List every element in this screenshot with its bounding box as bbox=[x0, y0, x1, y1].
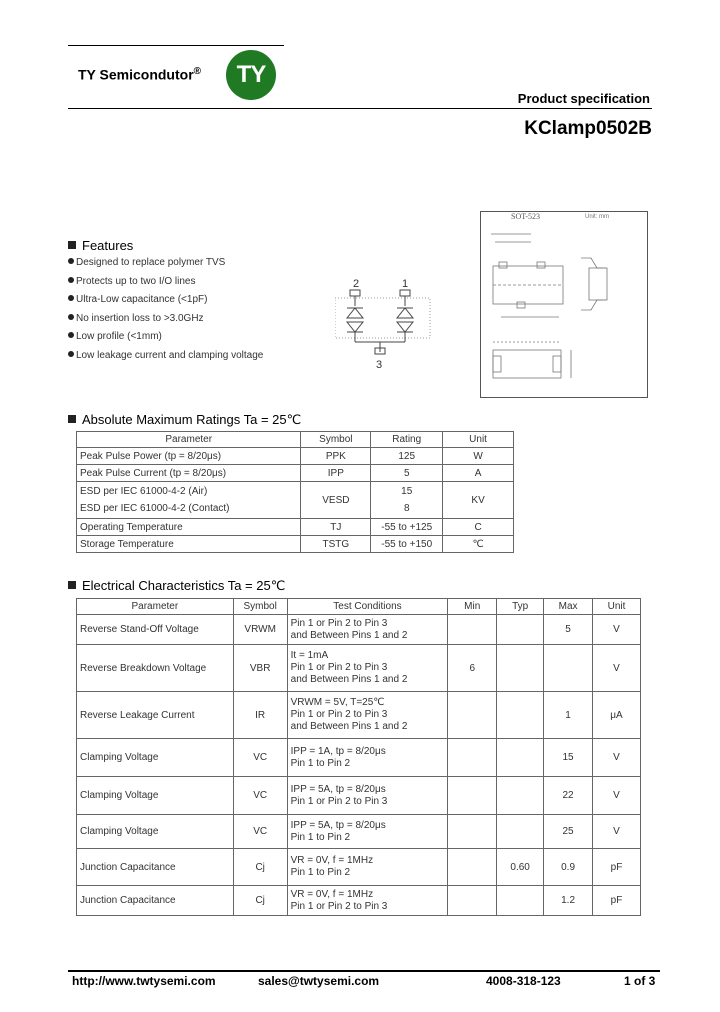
param-cell: Reverse Stand-Off Voltage bbox=[77, 615, 234, 645]
symbol-cell: TSTG bbox=[301, 536, 371, 553]
abs-max-title: Absolute Maximum Ratings Ta = 25℃ bbox=[68, 412, 301, 428]
company-name: TY Semicondutor® bbox=[78, 66, 202, 83]
min-cell bbox=[448, 849, 497, 886]
symbol-cell: VC bbox=[233, 815, 287, 849]
typ-cell bbox=[497, 645, 544, 692]
max-cell: 22 bbox=[544, 777, 593, 815]
table-row bbox=[77, 519, 514, 536]
symbol-cell: IR bbox=[233, 692, 287, 739]
circuit-diagram bbox=[335, 276, 445, 372]
bullet-dot-icon bbox=[68, 314, 74, 320]
rating-cell: 15 8 bbox=[371, 482, 443, 519]
symbol-cell: VC bbox=[233, 739, 287, 777]
pin-1-label: 1 bbox=[402, 278, 409, 290]
rating-cell: -55 to +150 bbox=[371, 536, 443, 553]
min-cell bbox=[448, 777, 497, 815]
bullet-dot-icon bbox=[68, 277, 74, 283]
cond-cell: VRWM = 5V, T=25℃ Pin 1 or Pin 2 to Pin 3 and Between Pins 1 and 2 bbox=[287, 692, 448, 739]
package-drawing bbox=[480, 211, 648, 398]
symbol-cell: Cj bbox=[233, 849, 287, 886]
doc-type: Product specification bbox=[517, 91, 650, 106]
unit-cell: KV bbox=[443, 482, 514, 519]
header-top-rule bbox=[68, 45, 284, 46]
header-cell: Rating bbox=[371, 432, 443, 448]
unit-cell: ℃ bbox=[443, 536, 514, 553]
bullet-square-icon bbox=[68, 581, 76, 589]
cond-cell: It = 1mA Pin 1 or Pin 2 to Pin 3 and Between Pins 1 and 2 bbox=[287, 645, 448, 692]
table-row bbox=[77, 739, 641, 777]
table-row bbox=[77, 886, 641, 916]
typ-cell bbox=[497, 739, 544, 777]
symbol-cell: VRWM bbox=[233, 615, 287, 645]
header-cell: Parameter bbox=[77, 599, 234, 615]
table-row bbox=[77, 465, 514, 482]
footer-rule bbox=[68, 970, 660, 972]
header-cell: Parameter bbox=[77, 432, 301, 448]
symbol-cell: Cj bbox=[233, 886, 287, 916]
param-cell: Clamping Voltage bbox=[77, 777, 234, 815]
param-cell: Clamping Voltage bbox=[77, 739, 234, 777]
table-row bbox=[77, 692, 641, 739]
cond-cell: Pin 1 or Pin 2 to Pin 3 and Between Pins 1 and 2 bbox=[287, 615, 448, 645]
cond-cell: IPP = 5A, tp = 8/20μs Pin 1 to Pin 2 bbox=[287, 815, 448, 849]
footer-url[interactable]: http://www.twtysemi.com bbox=[72, 974, 216, 988]
param-cell: Clamping Voltage bbox=[77, 815, 234, 849]
rating-cell: -55 to +125 bbox=[371, 519, 443, 536]
feature-item: Protects up to two I/O lines bbox=[68, 275, 263, 294]
feature-item: No insertion loss to >3.0GHz bbox=[68, 312, 263, 331]
min-cell bbox=[448, 886, 497, 916]
cond-cell: IPP = 1A, tp = 8/20μs Pin 1 to Pin 2 bbox=[287, 739, 448, 777]
unit-cell: V bbox=[593, 615, 641, 645]
bullet-dot-icon bbox=[68, 295, 74, 301]
header-cell: Min bbox=[448, 599, 497, 615]
table-row bbox=[77, 615, 641, 645]
max-cell bbox=[544, 645, 593, 692]
max-cell: 15 bbox=[544, 739, 593, 777]
unit-cell: V bbox=[593, 777, 641, 815]
rating-cell: 125 bbox=[371, 448, 443, 465]
elec-table bbox=[76, 598, 641, 916]
feature-item: Low profile (<1mm) bbox=[68, 330, 263, 349]
param-cell: Junction Capacitance bbox=[77, 849, 234, 886]
symbol-cell: VC bbox=[233, 777, 287, 815]
table-row bbox=[77, 815, 641, 849]
header-cell: Symbol bbox=[233, 599, 287, 615]
typ-cell bbox=[497, 815, 544, 849]
header-cell: Symbol bbox=[301, 432, 371, 448]
max-cell: 25 bbox=[544, 815, 593, 849]
header-cell: Test Conditions bbox=[287, 599, 448, 615]
max-cell: 0.9 bbox=[544, 849, 593, 886]
typ-cell bbox=[497, 886, 544, 916]
typ-cell bbox=[497, 615, 544, 645]
param-cell: Reverse Leakage Current bbox=[77, 692, 234, 739]
unit-cell: C bbox=[443, 519, 514, 536]
table-row bbox=[77, 482, 514, 519]
unit-cell: pF bbox=[593, 849, 641, 886]
symbol-cell: TJ bbox=[301, 519, 371, 536]
header-rule bbox=[68, 108, 652, 109]
table-header-row bbox=[77, 599, 641, 615]
max-cell: 1.2 bbox=[544, 886, 593, 916]
cond-cell: VR = 0V, f = 1MHz Pin 1 or Pin 2 to Pin 3 bbox=[287, 886, 448, 916]
param-cell: Reverse Breakdown Voltage bbox=[77, 645, 234, 692]
unit-cell: μA bbox=[593, 692, 641, 739]
tvs-diode-icon bbox=[397, 308, 413, 332]
typ-cell: 0.60 bbox=[497, 849, 544, 886]
min-cell bbox=[448, 692, 497, 739]
pin-3-label: 3 bbox=[376, 359, 383, 371]
features-title: Features bbox=[68, 238, 133, 253]
footer-email[interactable]: sales@twtysemi.com bbox=[258, 974, 380, 988]
tvs-diode-icon bbox=[347, 308, 363, 332]
unit-cell: A bbox=[443, 465, 514, 482]
pin-2-label: 2 bbox=[353, 278, 360, 290]
bullet-square-icon bbox=[68, 415, 76, 423]
abs-max-table bbox=[76, 431, 514, 553]
bullet-dot-icon bbox=[68, 332, 74, 338]
symbol-cell: VESD bbox=[301, 482, 371, 519]
param-cell: Junction Capacitance bbox=[77, 886, 234, 916]
package-outline-drawing bbox=[481, 212, 647, 397]
package-name: SOT-523 bbox=[511, 212, 541, 221]
bullet-dot-icon bbox=[68, 351, 74, 357]
elec-title: Electrical Characteristics Ta = 25℃ bbox=[68, 578, 285, 594]
table-row bbox=[77, 849, 641, 886]
footer-page: 1 of 3 bbox=[624, 974, 656, 988]
param-cell: ESD per IEC 61000-4-2 (Air) ESD per IEC 61000-4-2 (Contact) bbox=[77, 482, 301, 519]
part-number: KClamp0502B bbox=[524, 118, 652, 139]
feature-item: Ultra-Low capacitance (<1pF) bbox=[68, 293, 263, 312]
param-cell: Peak Pulse Current (tp = 8/20μs) bbox=[77, 465, 301, 482]
feature-item: Low leakage current and clamping voltage bbox=[68, 349, 263, 368]
table-header-row bbox=[77, 432, 514, 448]
param-cell: Peak Pulse Power (tp = 8/20μs) bbox=[77, 448, 301, 465]
cond-cell: VR = 0V, f = 1MHz Pin 1 to Pin 2 bbox=[287, 849, 448, 886]
min-cell: 6 bbox=[448, 645, 497, 692]
symbol-cell: PPK bbox=[301, 448, 371, 465]
cond-cell: IPP = 5A, tp = 8/20μs Pin 1 or Pin 2 to Pin 3 bbox=[287, 777, 448, 815]
bullet-square-icon bbox=[68, 241, 76, 249]
unit-cell: pF bbox=[593, 886, 641, 916]
param-cell: Storage Temperature bbox=[77, 536, 301, 553]
rating-cell: 5 bbox=[371, 465, 443, 482]
features-list bbox=[68, 256, 263, 368]
unit-cell: W bbox=[443, 448, 514, 465]
min-cell bbox=[448, 615, 497, 645]
header-cell: Max bbox=[544, 599, 593, 615]
package-unit: Unit: mm bbox=[585, 214, 609, 220]
param-cell: Operating Temperature bbox=[77, 519, 301, 536]
min-cell bbox=[448, 815, 497, 849]
symbol-cell: IPP bbox=[301, 465, 371, 482]
feature-item: Designed to replace polymer TVS bbox=[68, 256, 263, 275]
header-cell: Unit bbox=[443, 432, 514, 448]
max-cell: 5 bbox=[544, 615, 593, 645]
header-cell: Unit bbox=[593, 599, 641, 615]
symbol-cell: VBR bbox=[233, 645, 287, 692]
company-logo: TY bbox=[226, 50, 276, 100]
bullet-dot-icon bbox=[68, 258, 74, 264]
typ-cell bbox=[497, 777, 544, 815]
max-cell: 1 bbox=[544, 692, 593, 739]
typ-cell bbox=[497, 692, 544, 739]
header-cell: Typ bbox=[497, 599, 544, 615]
table-row bbox=[77, 645, 641, 692]
unit-cell: V bbox=[593, 645, 641, 692]
table-row bbox=[77, 448, 514, 465]
unit-cell: V bbox=[593, 815, 641, 849]
footer-phone: 4008-318-123 bbox=[486, 974, 561, 988]
unit-cell: V bbox=[593, 739, 641, 777]
min-cell bbox=[448, 739, 497, 777]
table-row bbox=[77, 536, 514, 553]
table-row bbox=[77, 777, 641, 815]
